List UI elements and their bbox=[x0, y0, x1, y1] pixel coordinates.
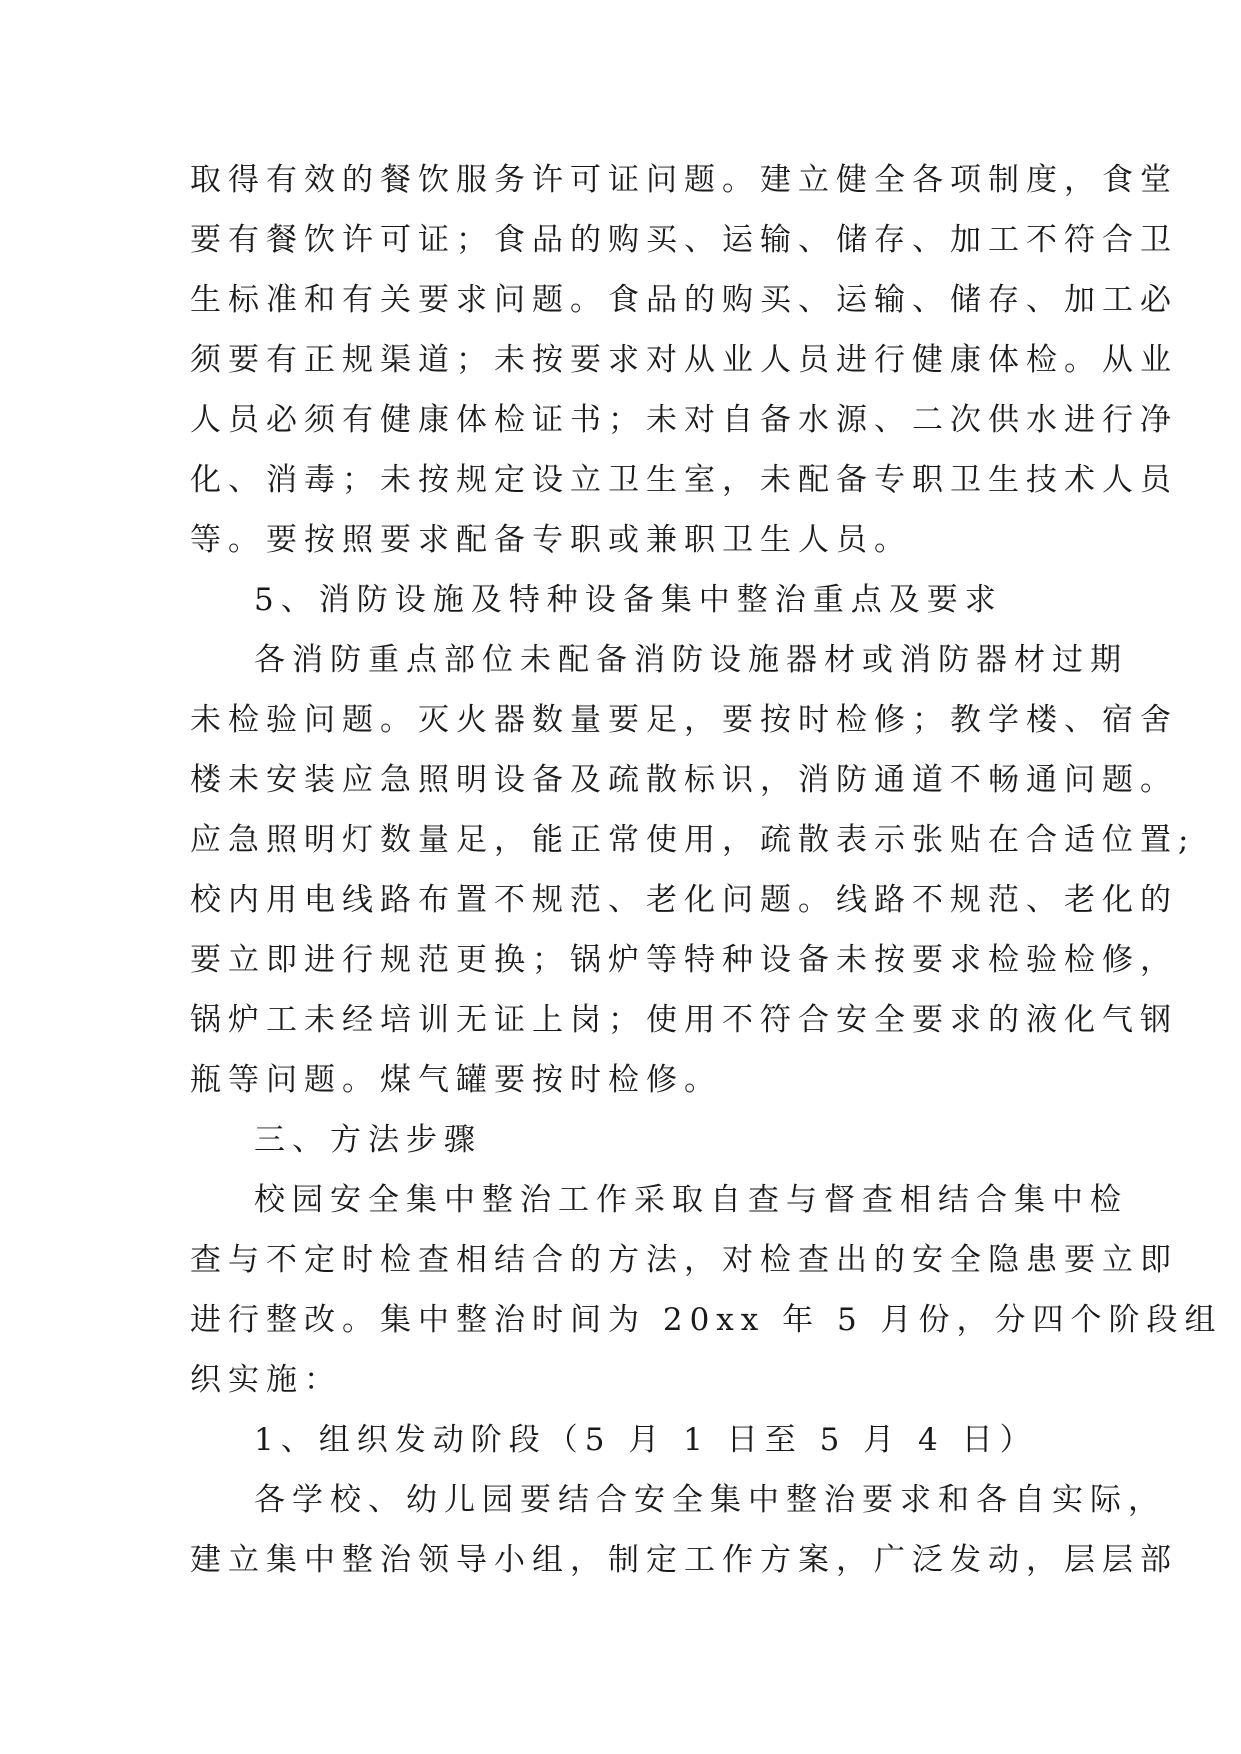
text-line: 人员必须有健康体检证书；未对自备水源、二次供水进行净 bbox=[190, 402, 1178, 438]
text-line: 查与不定时检查相结合的方法，对检查出的安全隐患要立即 bbox=[190, 1242, 1178, 1278]
section-heading: 三、方法步骤 bbox=[254, 1122, 482, 1158]
text-line: 织实施： bbox=[190, 1362, 342, 1398]
text-line: 应急照明灯数量足，能正常使用，疏散表示张贴在合适位置; bbox=[190, 822, 1196, 858]
text-line: 化、消毒；未按规定设立卫生室，未配备专职卫生技术人员 bbox=[190, 462, 1178, 498]
text-line: 锅炉工未经培训无证上岗；使用不符合安全要求的液化气钢 bbox=[190, 1002, 1178, 1038]
section-heading: 1、组织发动阶段（5 月 1 日至 5 月 4 日） bbox=[254, 1422, 1038, 1458]
section-heading: 5、消防设施及特种设备集中整治重点及要求 bbox=[254, 582, 1003, 618]
text-line: 生标准和有关要求问题。食品的购买、运输、储存、加工必 bbox=[190, 282, 1178, 318]
text-line: 校内用电线路布置不规范、老化问题。线路不规范、老化的 bbox=[190, 882, 1178, 918]
paragraph-start-line: 各学校、幼儿园要结合安全集中整治要求和各自实际， bbox=[254, 1482, 1166, 1518]
paragraph-start-line: 各消防重点部位未配备消防设施器材或消防器材过期 bbox=[254, 642, 1128, 678]
text-line: 等。要按照要求配备专职或兼职卫生人员。 bbox=[190, 522, 912, 558]
text-line: 须要有正规渠道；未按要求对从业人员进行健康体检。从业 bbox=[190, 342, 1178, 378]
text-line: 要立即进行规范更换；锅炉等特种设备未按要求检验检修， bbox=[190, 942, 1178, 978]
document-body bbox=[190, 150, 1223, 1590]
text-line: 瓶等问题。煤气罐要按时检修。 bbox=[190, 1062, 722, 1098]
text-line: 要有餐饮许可证；食品的购买、运输、储存、加工不符合卫 bbox=[190, 222, 1178, 258]
text-line: 建立集中整治领导小组，制定工作方案，广泛发动，层层部 bbox=[190, 1542, 1178, 1578]
paragraph-start-line: 校园安全集中整治工作采取自查与督查相结合集中检 bbox=[254, 1182, 1128, 1218]
text-line: 楼未安装应急照明设备及疏散标识，消防通道不畅通问题。 bbox=[190, 762, 1178, 798]
text-line: 未检验问题。灭火器数量要足，要按时检修；教学楼、宿舍 bbox=[190, 702, 1178, 738]
text-line: 取得有效的餐饮服务许可证问题。建立健全各项制度，食堂 bbox=[190, 162, 1178, 198]
text-line: 进行整改。集中整治时间为 20xx 年 5 月份，分四个阶段组 bbox=[190, 1302, 1223, 1338]
